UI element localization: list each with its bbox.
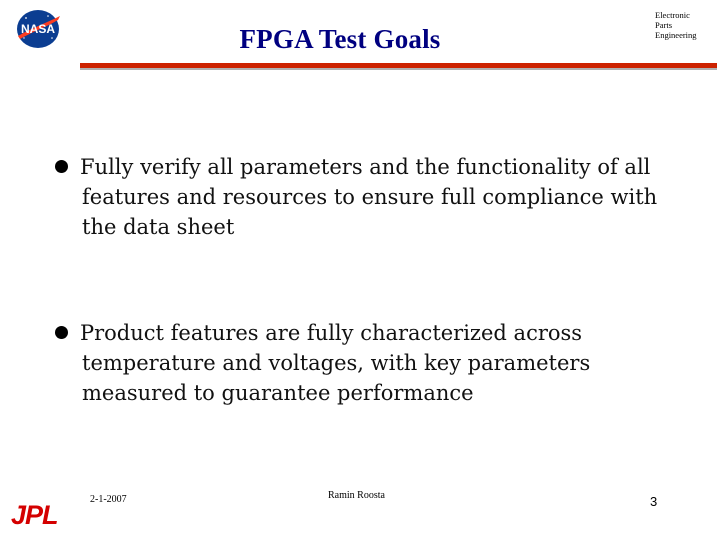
dept-line: Parts xyxy=(655,20,672,30)
bullet-dot-icon xyxy=(55,326,68,339)
bullet-item xyxy=(55,152,675,242)
bullet-dot-icon xyxy=(55,160,68,173)
jpl-logo xyxy=(10,500,64,528)
bullet-line: temperature and voltages, with key parameters xyxy=(82,351,591,375)
bullet-line: measured to guarantee performance xyxy=(82,381,474,405)
bullet-line: Fully verify all parameters and the functionality of all xyxy=(80,155,651,179)
footer-author: Ramin Roosta xyxy=(328,490,385,501)
bullet-item xyxy=(55,318,675,408)
page-number: 3 xyxy=(650,494,658,509)
slide-title: FPGA Test Goals xyxy=(239,24,441,54)
bullet-line: Product features are fully characterized across xyxy=(80,321,583,345)
department-label xyxy=(655,10,717,40)
bullet-text xyxy=(80,318,675,408)
footer-date: 2-1-2007 xyxy=(90,494,127,505)
bullet-line: features and resources to ensure full compliance with xyxy=(82,185,658,209)
jpl-logo-text: JPL xyxy=(11,500,58,528)
bullet-line: the data sheet xyxy=(82,215,235,239)
nasa-logo-text: NASA xyxy=(20,22,56,36)
header-rule-gray xyxy=(80,68,717,70)
bullet-text xyxy=(80,152,675,242)
dept-line: Engineering xyxy=(655,30,697,40)
dept-line: Electronic xyxy=(655,10,690,20)
